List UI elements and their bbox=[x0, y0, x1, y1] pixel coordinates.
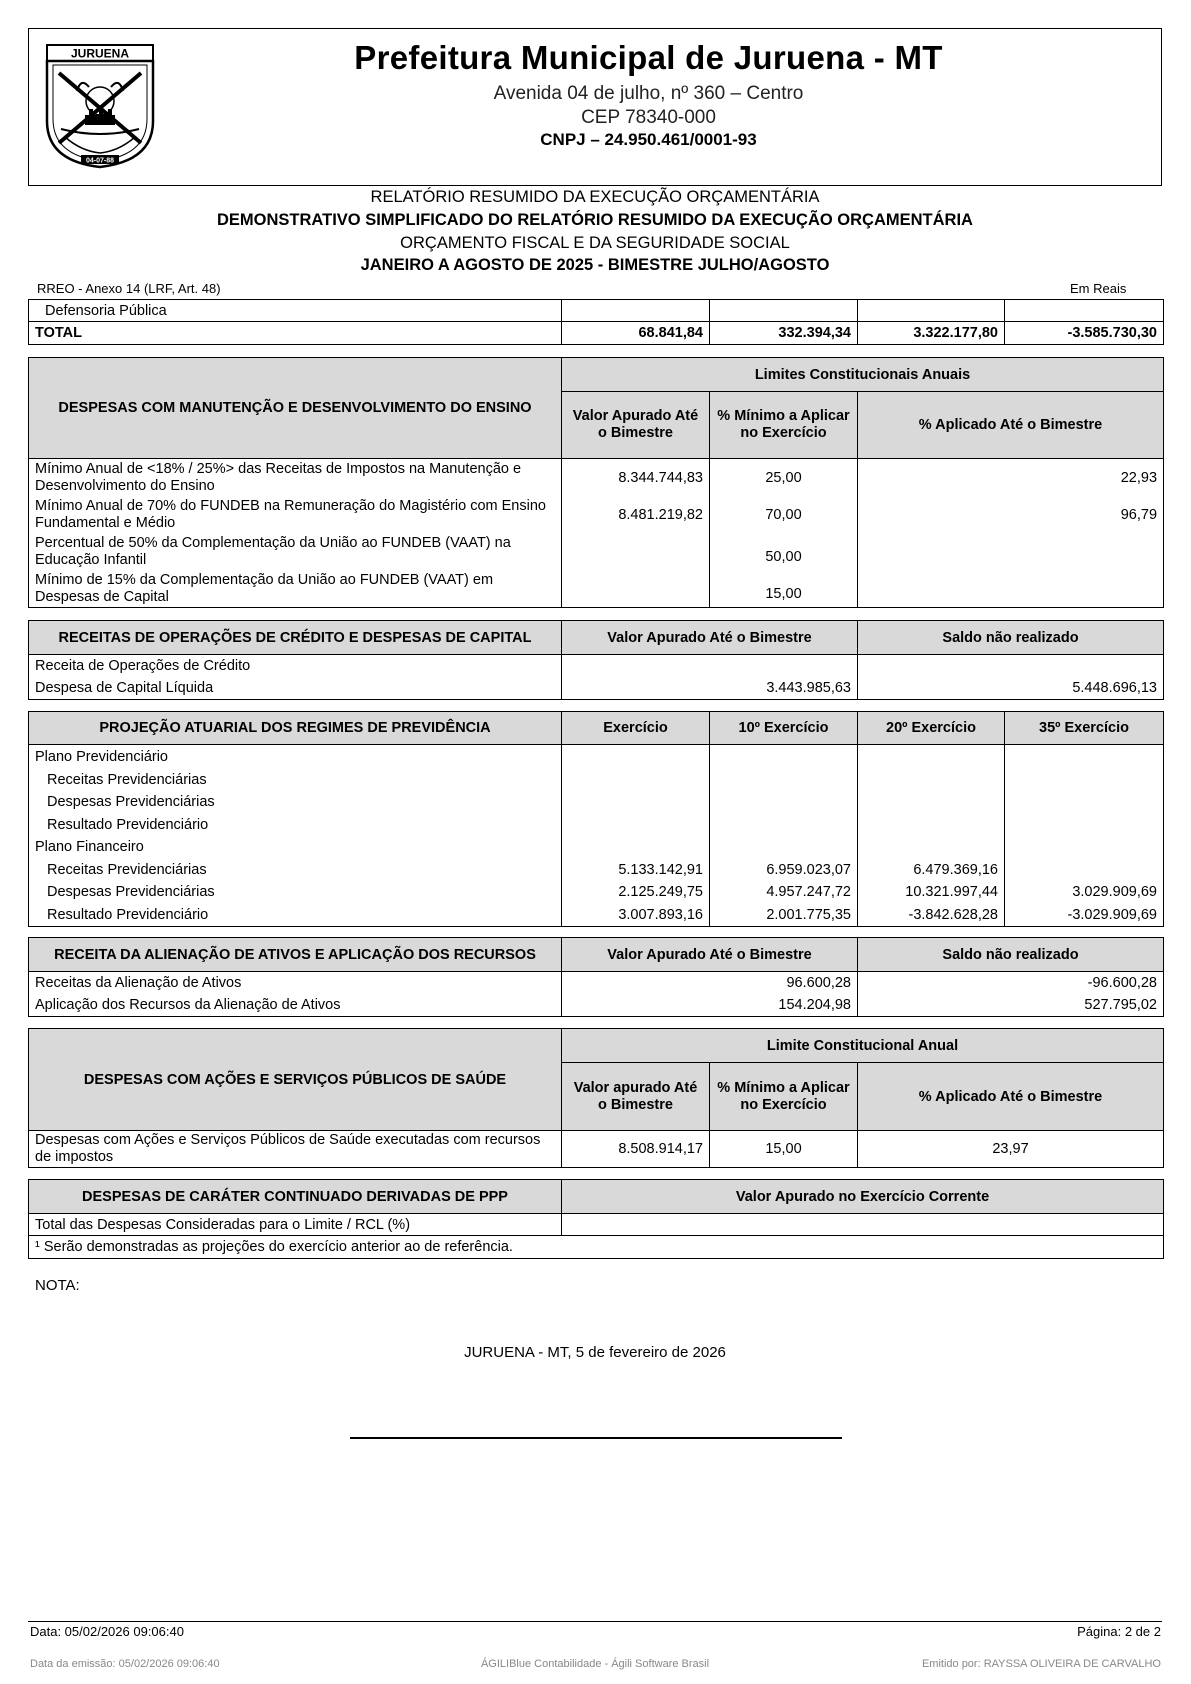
row-value: 5.448.696,13 bbox=[858, 677, 1164, 700]
row-label: Mínimo de 15% da Complementação da União ao FUNDEB (VAAT) em Despesas de Capital bbox=[29, 571, 562, 608]
budget-type: ORÇAMENTO FISCAL E DA SEGURIDADE SOCIAL bbox=[400, 234, 790, 252]
column-header: Valor Apurado Até o Bimestre bbox=[562, 392, 710, 459]
pension-projection-table bbox=[28, 711, 1164, 927]
row-value bbox=[1005, 791, 1164, 814]
row-value: 96.600,28 bbox=[562, 972, 858, 994]
row-value: 2.001.775,35 bbox=[710, 904, 858, 927]
issue-date: Data da emissão: 05/02/2026 09:06:40 bbox=[30, 1658, 220, 1670]
row-value bbox=[1005, 859, 1164, 882]
row-value bbox=[562, 814, 710, 837]
column-header: Valor apurado Até o Bimestre bbox=[562, 1063, 710, 1131]
row-value bbox=[710, 745, 858, 769]
row-value bbox=[858, 534, 1164, 571]
column-header: % Aplicado Até o Bimestre bbox=[858, 392, 1164, 459]
column-header: Valor Apurado Até o Bimestre bbox=[562, 621, 858, 655]
row-value: 154.204,98 bbox=[562, 994, 858, 1017]
row-value bbox=[562, 1214, 1164, 1236]
row-value: 4.957.247,72 bbox=[710, 881, 858, 904]
row-value bbox=[562, 836, 710, 859]
footnote: ¹ Serão demonstradas as projeções do exercício anterior ao de referência. bbox=[29, 1236, 1164, 1259]
row-value bbox=[562, 769, 710, 792]
report-period: JANEIRO A AGOSTO DE 2025 - BIMESTRE JULHO/AGOSTO bbox=[360, 256, 830, 274]
row-value: -3.029.909,69 bbox=[1005, 904, 1164, 927]
row-value: 2.125.249,75 bbox=[562, 881, 710, 904]
row-value: 96,79 bbox=[858, 497, 1164, 534]
section-header: RECEITAS DE OPERAÇÕES DE CRÉDITO E DESPESAS DE CAPITAL bbox=[29, 621, 562, 655]
section-header: DESPESAS COM AÇÕES E SERVIÇOS PÚBLICOS DE SAÚDE bbox=[29, 1029, 562, 1131]
row-value: 6.959.023,07 bbox=[710, 859, 858, 882]
column-header: Saldo não realizado bbox=[858, 621, 1164, 655]
row-value bbox=[858, 769, 1005, 792]
row-label: Total das Despesas Consideradas para o Limite / RCL (%) bbox=[29, 1214, 562, 1236]
top-total-table bbox=[28, 299, 1164, 345]
report-subtitle: DEMONSTRATIVO SIMPLIFICADO DO RELATÓRIO RESUMIDO DA EXECUÇÃO ORÇAMENTÁRIA bbox=[217, 211, 973, 229]
row-label: Despesa de Capital Líquida bbox=[29, 677, 562, 700]
report-title: RELATÓRIO RESUMIDO DA EXECUÇÃO ORÇAMENTÁRIA bbox=[370, 188, 820, 206]
row-label: Plano Financeiro bbox=[29, 836, 562, 859]
row-value: 25,00 bbox=[710, 459, 858, 497]
row-value: 15,00 bbox=[710, 571, 858, 608]
column-header: Valor Apurado no Exercício Corrente bbox=[562, 1180, 1164, 1214]
section-header: DESPESAS COM MANUTENÇÃO E DESENVOLVIMENTO DO ENSINO bbox=[29, 358, 562, 459]
total-value: -3.585.730,30 bbox=[1005, 322, 1164, 345]
row-label: Despesas Previdenciárias bbox=[29, 881, 562, 904]
row-value: 3.029.909,69 bbox=[1005, 881, 1164, 904]
section-header: RECEITA DA ALIENAÇÃO DE ATIVOS E APLICAÇÃO DOS RECURSOS bbox=[29, 938, 562, 972]
document-header bbox=[28, 28, 1162, 186]
credit-operations-table bbox=[28, 620, 1164, 700]
row-label: Despesas Previdenciárias bbox=[29, 791, 562, 814]
row-value bbox=[710, 814, 858, 837]
footer-divider bbox=[28, 1621, 1162, 1622]
row-label: Receita de Operações de Crédito bbox=[29, 655, 562, 677]
page-number: Página: 2 de 2 bbox=[1077, 1624, 1161, 1639]
row-value: 6.479.369,16 bbox=[858, 859, 1005, 882]
row-value bbox=[1005, 814, 1164, 837]
print-date: Data: 05/02/2026 09:06:40 bbox=[30, 1624, 184, 1639]
row-value: 8.344.744,83 bbox=[562, 459, 710, 497]
row-value bbox=[858, 745, 1005, 769]
section-header: DESPESAS DE CARÁTER CONTINUADO DERIVADAS DE PPP bbox=[29, 1180, 562, 1214]
signature-line bbox=[350, 1437, 842, 1439]
row-value: -96.600,28 bbox=[858, 972, 1164, 994]
cnpj: CNPJ – 24.950.461/0001-93 bbox=[540, 130, 757, 149]
row-label: Plano Previdenciário bbox=[29, 745, 562, 769]
row-value bbox=[710, 791, 858, 814]
row-value bbox=[858, 814, 1005, 837]
row-value bbox=[1005, 769, 1164, 792]
row-value: 8.481.219,82 bbox=[562, 497, 710, 534]
total-value: 3.322.177,80 bbox=[858, 322, 1005, 345]
row-label: Mínimo Anual de 70% do FUNDEB na Remuneração do Magistério com Ensino Fundamental e Médio bbox=[29, 497, 562, 534]
education-spending-table bbox=[28, 357, 1164, 608]
row-label: Receitas Previdenciárias bbox=[29, 859, 562, 882]
column-header: 10º Exercício bbox=[710, 712, 858, 745]
row-value: 50,00 bbox=[710, 534, 858, 571]
row-label: Receitas Previdenciárias bbox=[29, 769, 562, 792]
column-header: Exercício bbox=[562, 712, 710, 745]
logo-text: JURUENA bbox=[70, 46, 130, 61]
row-value bbox=[858, 791, 1005, 814]
row-value: 22,93 bbox=[858, 459, 1164, 497]
row-value: 23,97 bbox=[858, 1131, 1164, 1168]
row-value: 3.443.985,63 bbox=[562, 677, 858, 700]
place-date: JURUENA - MT, 5 de fevereiro de 2026 bbox=[464, 1344, 726, 1361]
row-label: Aplicação dos Recursos da Alienação de Ativos bbox=[29, 994, 562, 1017]
row-value: 10.321.997,44 bbox=[858, 881, 1005, 904]
asset-sale-table bbox=[28, 937, 1164, 1017]
municipality-name: Prefeitura Municipal de Juruena - MT bbox=[354, 39, 943, 76]
row-value bbox=[562, 655, 858, 677]
row-value: 8.508.914,17 bbox=[562, 1131, 710, 1168]
row-label: Resultado Previdenciário bbox=[29, 814, 562, 837]
row-label: Percentual de 50% da Complementação da União ao FUNDEB (VAAT) na Educação Infantil bbox=[29, 534, 562, 571]
total-label: TOTAL bbox=[29, 322, 562, 345]
health-spending-table bbox=[28, 1028, 1164, 1168]
column-header: Valor Apurado Até o Bimestre bbox=[562, 938, 858, 972]
column-header: % Aplicado Até o Bimestre bbox=[858, 1063, 1164, 1131]
row-value bbox=[562, 534, 710, 571]
row-value: 70,00 bbox=[710, 497, 858, 534]
column-header: 35º Exercício bbox=[1005, 712, 1164, 745]
cep: CEP 78340-000 bbox=[581, 107, 716, 128]
row-value: 3.007.893,16 bbox=[562, 904, 710, 927]
ppp-table bbox=[28, 1179, 1164, 1259]
row-value: 15,00 bbox=[710, 1131, 858, 1168]
row-value: -3.842.628,28 bbox=[858, 904, 1005, 927]
table-cell: Defensoria Pública bbox=[29, 300, 562, 322]
total-value: 332.394,34 bbox=[710, 322, 858, 345]
currency-note: Em Reais bbox=[1070, 281, 1127, 296]
column-group-header: Limite Constitucional Anual bbox=[562, 1029, 1164, 1063]
row-value bbox=[1005, 836, 1164, 859]
row-value bbox=[562, 791, 710, 814]
row-value bbox=[562, 571, 710, 608]
column-header: Saldo não realizado bbox=[858, 938, 1164, 972]
annex-reference: RREO - Anexo 14 (LRF, Art. 48) bbox=[37, 281, 221, 296]
note-label: NOTA: bbox=[35, 1277, 80, 1294]
column-header: 20º Exercício bbox=[858, 712, 1005, 745]
row-value bbox=[710, 769, 858, 792]
column-header: % Mínimo a Aplicar no Exercício bbox=[710, 1063, 858, 1131]
row-value bbox=[858, 655, 1164, 677]
row-label: Receitas da Alienação de Ativos bbox=[29, 972, 562, 994]
row-label: Resultado Previdenciário bbox=[29, 904, 562, 927]
logo-date: 04-07-88 bbox=[85, 157, 115, 165]
issued-by: Emitido por: RAYSSA OLIVEIRA DE CARVALHO bbox=[921, 1658, 1161, 1670]
row-value: 527.795,02 bbox=[858, 994, 1164, 1017]
pension-rows bbox=[29, 745, 1164, 927]
software-credit: ÁGILIBlue Contabilidade - Ágili Software Brasil bbox=[480, 1658, 710, 1670]
row-value: 5.133.142,91 bbox=[562, 859, 710, 882]
row-label: Mínimo Anual de <18% / 25%> das Receitas de Impostos na Manutenção e Desenvolvimento do Ensino bbox=[29, 459, 562, 497]
row-value bbox=[858, 571, 1164, 608]
row-value bbox=[710, 836, 858, 859]
total-value: 68.841,84 bbox=[562, 322, 710, 345]
column-header: % Mínimo a Aplicar no Exercício bbox=[710, 392, 858, 459]
row-value bbox=[858, 836, 1005, 859]
row-value bbox=[562, 745, 710, 769]
column-group-header: Limites Constitucionais Anuais bbox=[562, 358, 1164, 392]
section-header: PROJEÇÃO ATUARIAL DOS REGIMES DE PREVIDÊNCIA bbox=[29, 712, 562, 745]
row-label: Despesas com Ações e Serviços Públicos de Saúde executadas com recursos de impostos bbox=[29, 1131, 562, 1168]
address: Avenida 04 de julho, nº 360 – Centro bbox=[493, 83, 804, 104]
row-value bbox=[1005, 745, 1164, 769]
